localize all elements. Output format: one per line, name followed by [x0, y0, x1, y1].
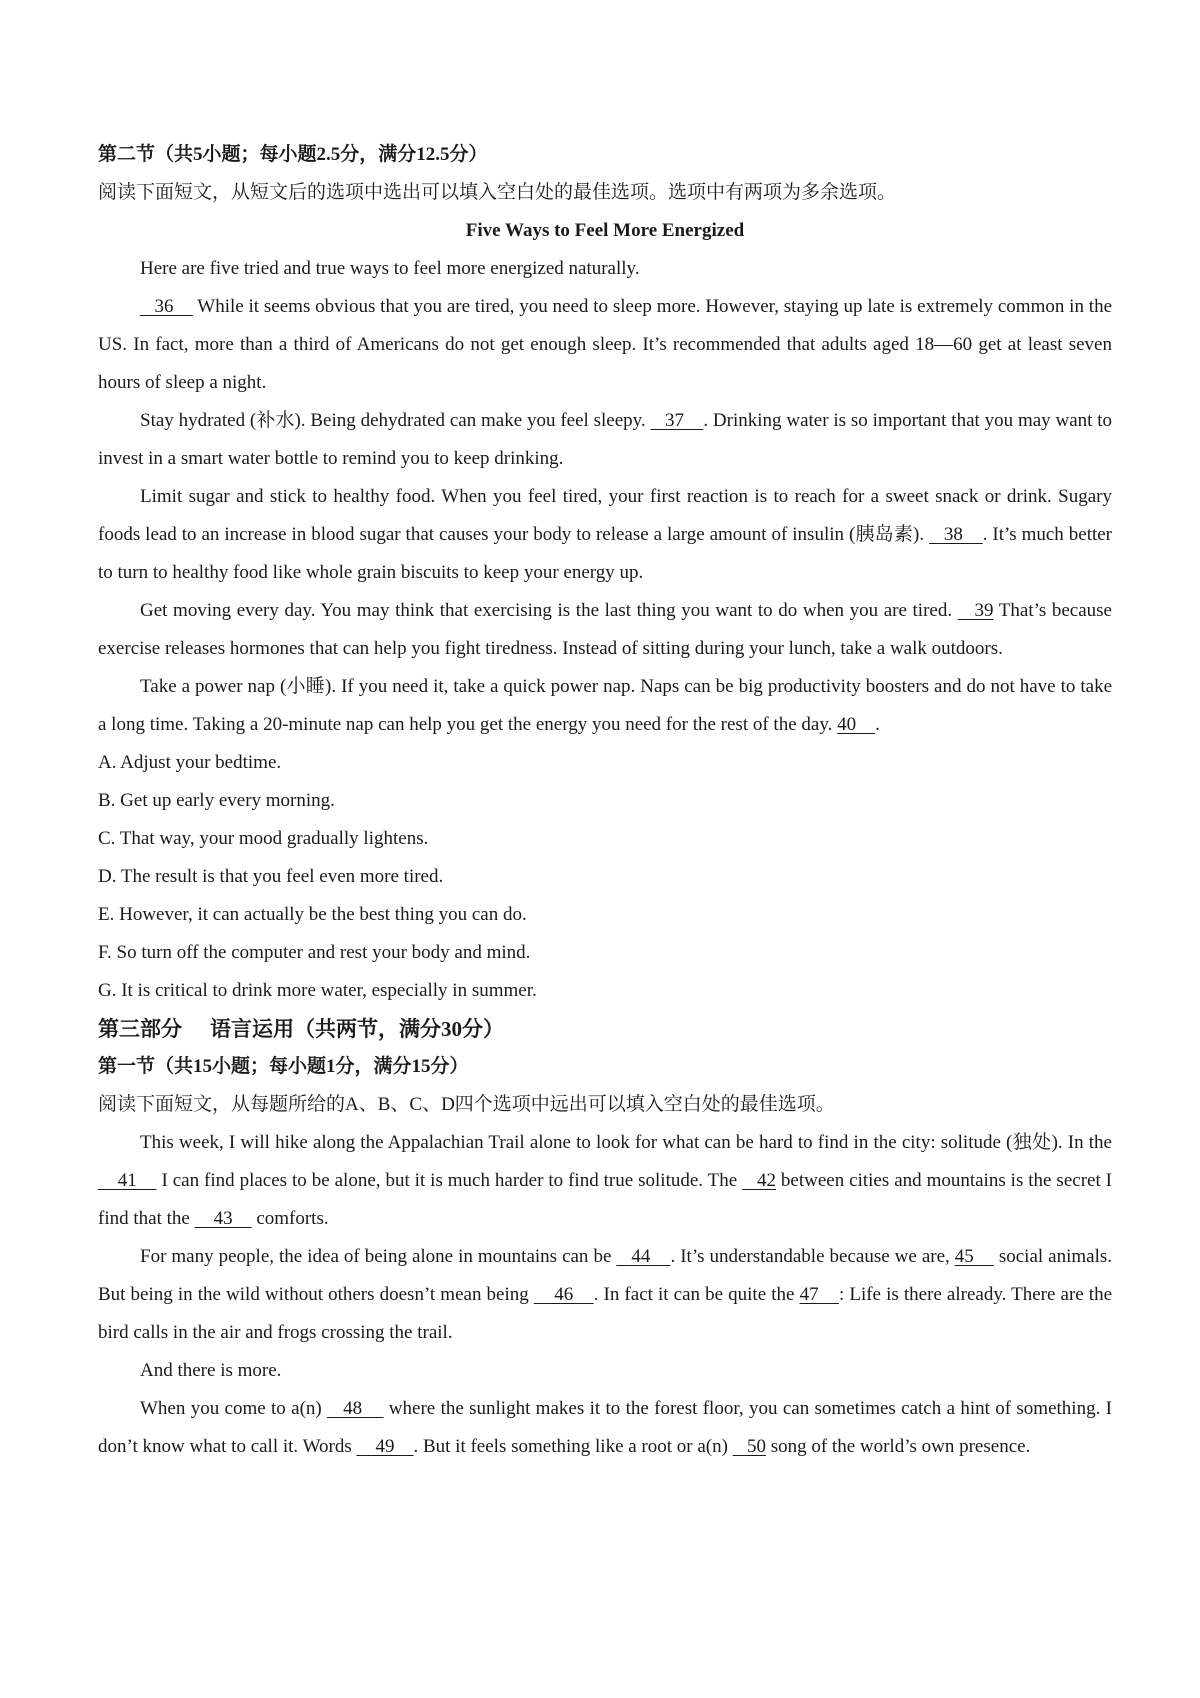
part3-heading	[98, 1010, 1112, 1048]
option-b: B. Get up early every morning.	[98, 790, 335, 811]
paragraph-text: : Life is there already. There are the bird calls in the air and frogs crossing the trail.	[98, 1284, 1113, 1343]
blank-43[interactable]: 43	[194, 1208, 252, 1229]
section2-heading: 第二节（共5小题；每小题2.5分，满分12.5分）	[98, 144, 488, 165]
paragraph-text: When you come to a(n)	[140, 1398, 328, 1419]
blank-50[interactable]: 50	[732, 1436, 766, 1457]
passage-paragraph-4	[98, 592, 1112, 668]
blank-38[interactable]: 38	[929, 524, 983, 545]
option-c: C. That way, your mood gradually lightens.	[98, 828, 429, 849]
paragraph-text: . It’s understandable because we are,	[670, 1246, 955, 1267]
paragraph-text: . In fact it can be quite the	[593, 1284, 800, 1305]
blank-39[interactable]: 39	[957, 600, 994, 621]
paragraph-text: While it seems obvious that you are tired, you need to sleep more. However, staying up late is extremely common in the US. In fact, more than a third of Americans do not get enough sleep. It’s recommended that adults aged 18—60 get at least seven hours of sleep a night.	[98, 296, 1113, 393]
paragraph-text: Stay hydrated (补水). Being dehydrated can make you feel sleepy.	[140, 410, 651, 431]
paragraph-text: comforts.	[251, 1208, 329, 1229]
passage-title: Five Ways to Feel More Energized	[465, 220, 745, 241]
cloze-paragraph-3: And there is more.	[140, 1360, 282, 1381]
blank-37[interactable]: 37	[650, 410, 704, 431]
section2-instruction: 阅读下面短文，从短文后的选项中选出可以填入空白处的最佳选项。选项中有两项为多余选项。	[98, 182, 897, 203]
blank-36[interactable]: 36	[140, 296, 193, 317]
part3-instruction: 阅读下面短文，从每题所给的A、B、C、D四个选项中远出可以填入空白处的最佳选项。	[98, 1094, 835, 1115]
paragraph-text: where the sunlight makes it to the forest floor, you can sometimes catch a hint of something. I don’t know what to call it. Words	[98, 1398, 1112, 1457]
paragraph-text: For many people, the idea of being alone in mountains can be	[140, 1246, 617, 1267]
passage-paragraph-2	[98, 402, 1112, 478]
passage-intro: Here are five tried and true ways to feel more energized naturally.	[140, 258, 640, 279]
part3-title: 语言运用（共两节，满分30分）	[210, 1017, 504, 1041]
answer-options	[98, 744, 1112, 1010]
part3-label: 第三部分	[98, 1017, 182, 1041]
cloze-paragraph-4	[98, 1390, 1112, 1466]
paragraph-text: social animals. But being in the wild without others doesn’t mean being	[98, 1246, 1113, 1305]
exam-page	[98, 136, 1112, 1466]
option-g: G. It is critical to drink more water, especially in summer.	[98, 980, 537, 1001]
paragraph-text: Take a power nap (小睡). If you need it, take a quick power nap. Naps can be big productivity boosters and do not have to take a long time. Taking a 20-minute nap can help you get the energy you need for the rest of the day.	[98, 676, 1112, 735]
part3-section1-heading: 第一节（共15小题；每小题1分，满分15分）	[98, 1056, 469, 1077]
paragraph-text: song of the world’s own presence.	[765, 1436, 1031, 1457]
blank-40[interactable]: 40	[837, 714, 876, 735]
paragraph-text: Get moving every day. You may think that exercising is the last thing you want to do when you are tired.	[140, 600, 958, 621]
option-a: A. Adjust your bedtime.	[98, 752, 282, 773]
paragraph-text: I can find places to be alone, but it is much harder to find true solitude. The	[156, 1170, 743, 1191]
cloze-paragraph-1	[98, 1124, 1112, 1238]
paragraph-text: .	[875, 714, 880, 735]
paragraph-text: . Drinking water is so important that you may want to invest in a smart water bottle to remind you to keep drinking.	[98, 410, 1113, 469]
blank-49[interactable]: 49	[356, 1436, 414, 1457]
blank-47[interactable]: 47	[799, 1284, 839, 1305]
blank-41[interactable]: 41	[98, 1170, 157, 1191]
option-d: D. The result is that you feel even more tired.	[98, 866, 444, 887]
paragraph-text: . It’s much better to turn to healthy food like whole grain biscuits to keep your energy up.	[98, 524, 1113, 583]
option-f: F. So turn off the computer and rest your body and mind.	[98, 942, 531, 963]
cloze-paragraph-2	[98, 1238, 1112, 1352]
passage-paragraph-1	[98, 288, 1112, 402]
blank-42[interactable]: 42	[742, 1170, 776, 1191]
blank-46[interactable]: 46	[533, 1284, 594, 1305]
paragraph-text: Limit sugar and stick to healthy food. When you feel tired, your first reaction is to reach for a sweet snack or drink. Sugary foods lead to an increase in blood sugar that causes your body to release a large amount of insulin (胰岛素).	[98, 486, 1112, 545]
option-e: E. However, it can actually be the best thing you can do.	[98, 904, 527, 925]
paragraph-text: This week, I will hike along the Appalachian Trail alone to look for what can be hard to find in the city: solitude (独处). In the	[140, 1132, 1112, 1153]
passage-paragraph-3	[98, 478, 1112, 592]
blank-48[interactable]: 48	[327, 1398, 384, 1419]
blank-45[interactable]: 45	[954, 1246, 994, 1267]
paragraph-text: between cities and mountains is the secret I find that the	[98, 1170, 1113, 1229]
paragraph-text: That’s because exercise releases hormones that can help you fight tiredness. Instead of sitting during your lunch, take a walk outdoors.	[98, 600, 1112, 659]
paragraph-text: . But it feels something like a root or a(n)	[413, 1436, 733, 1457]
passage-paragraph-5	[98, 668, 1112, 744]
blank-44[interactable]: 44	[616, 1246, 671, 1267]
